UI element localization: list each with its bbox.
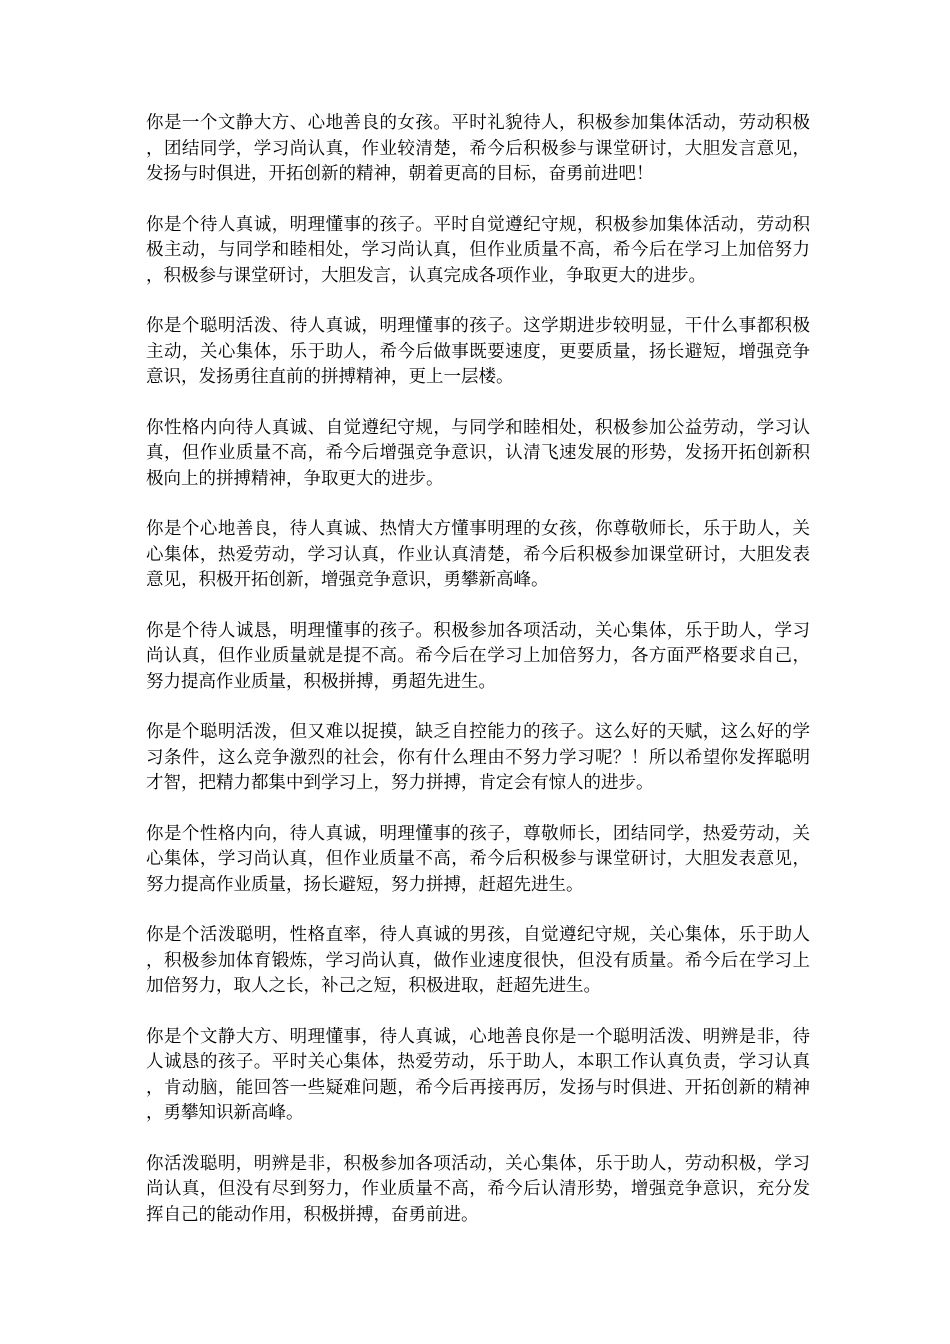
paragraph-9: 你是个活泼聪明，性格直率，待人真诚的男孩，自觉遵纪守规，关心集体，乐于助人，积极参加体育锻炼，学习尚认真，做作业速度很快，但没有质量。希今后在学习上加倍努力，取人之长，补己之短，积极进取，赶超先进生。 (146, 925, 810, 996)
paragraph-8: 你是个性格内向，待人真诚，明理懂事的孩子，尊敬师长，团结同学，热爱劳动，关心集体，学习尚认真，但作业质量不高，希今后积极参与课堂研讨，大胆发表意见，努力提高作业质量，扬长避短，努力拼搏，赶超先进生。 (146, 823, 810, 895)
paragraph-11: 你活泼聪明，明辨是非，积极参加各项活动，关心集体，乐于助人，劳动积极，学习尚认真，但没有尽到努力，作业质量不高，希今后认清形势，增强竞争意识，充分发挥自己的能动作用，积极拼搏，奋勇前进。 (146, 1153, 810, 1225)
paragraph-5: 你是个心地善良，待人真诚、热情大方懂事明理的女孩，你尊敬师长，乐于助人，关心集体，热爱劳动，学习认真，作业认真清楚，希今后积极参加课堂研讨，大胆发表意见，积极开拓创新，增强竞争意识，勇攀新高峰。 (146, 519, 810, 590)
paragraph-10: 你是个文静大方、明理懂事，待人真诚，心地善良你是一个聪明活泼、明辨是非，待人诚恳的孩子。平时关心集体，热爱劳动，乐于助人，本职工作认真负责，学习认真，肯动脑，能回答一些疑难问题，希今后再接再厉，发扬与时俱进、开拓创新的精神，勇攀知识新高峰。 (146, 1026, 810, 1123)
paragraph-2: 你是个待人真诚，明理懂事的孩子。平时自觉遵纪守规，积极参加集体活动，劳动积极主动，与同学和睦相处，学习尚认真，但作业质量不高，希今后在学习上加倍努力，积极参与课堂研讨，大胆发言，认真完成各项作业，争取更大的进步。 (146, 214, 810, 286)
paragraph-7: 你是个聪明活泼，但又难以捉摸，缺乏自控能力的孩子。这么好的天赋，这么好的学习条件，这么竞争激烈的社会，你有什么理由不努力学习呢？！所以希望你发挥聪明才智，把精力都集中到学习上，努力拼搏，肯定会有惊人的进步。 (146, 722, 810, 793)
paragraph-6: 你是个待人诚恳，明理懂事的孩子。积极参加各项活动，关心集体，乐于助人，学习尚认真，但作业质量就是提不高。希今后在学习上加倍努力，各方面严格要求自己，努力提高作业质量，积极拼搏，勇超先进生。 (146, 620, 810, 692)
paragraph-4: 你性格内向待人真诚、自觉遵纪守规，与同学和睦相处，积极参加公益劳动，学习认真，但作业质量不高，希今后增强竞争意识，认清飞速发展的形势，发扬开拓创新积极向上的拼搏精神，争取更大的进步。 (146, 417, 810, 489)
paragraph-1: 你是一个文静大方、心地善良的女孩。平时礼貌待人，积极参加集体活动，劳动积极，团结同学，学习尚认真，作业较清楚，希今后积极参与课堂研讨，大胆发言意见，发扬与时俱进，开拓创新的精神，朝着更高的目标，奋勇前进吧！ (146, 113, 810, 184)
document-body (146, 111, 810, 1253)
paragraph-3: 你是个聪明活泼、待人真诚，明理懂事的孩子。这学期进步较明显，干什么事都积极主动，关心集体，乐于助人，希今后做事既要速度，更要质量，扬长避短，增强竞争意识，发扬勇往直前的拼搏精神，更上一层楼。 (146, 316, 810, 387)
